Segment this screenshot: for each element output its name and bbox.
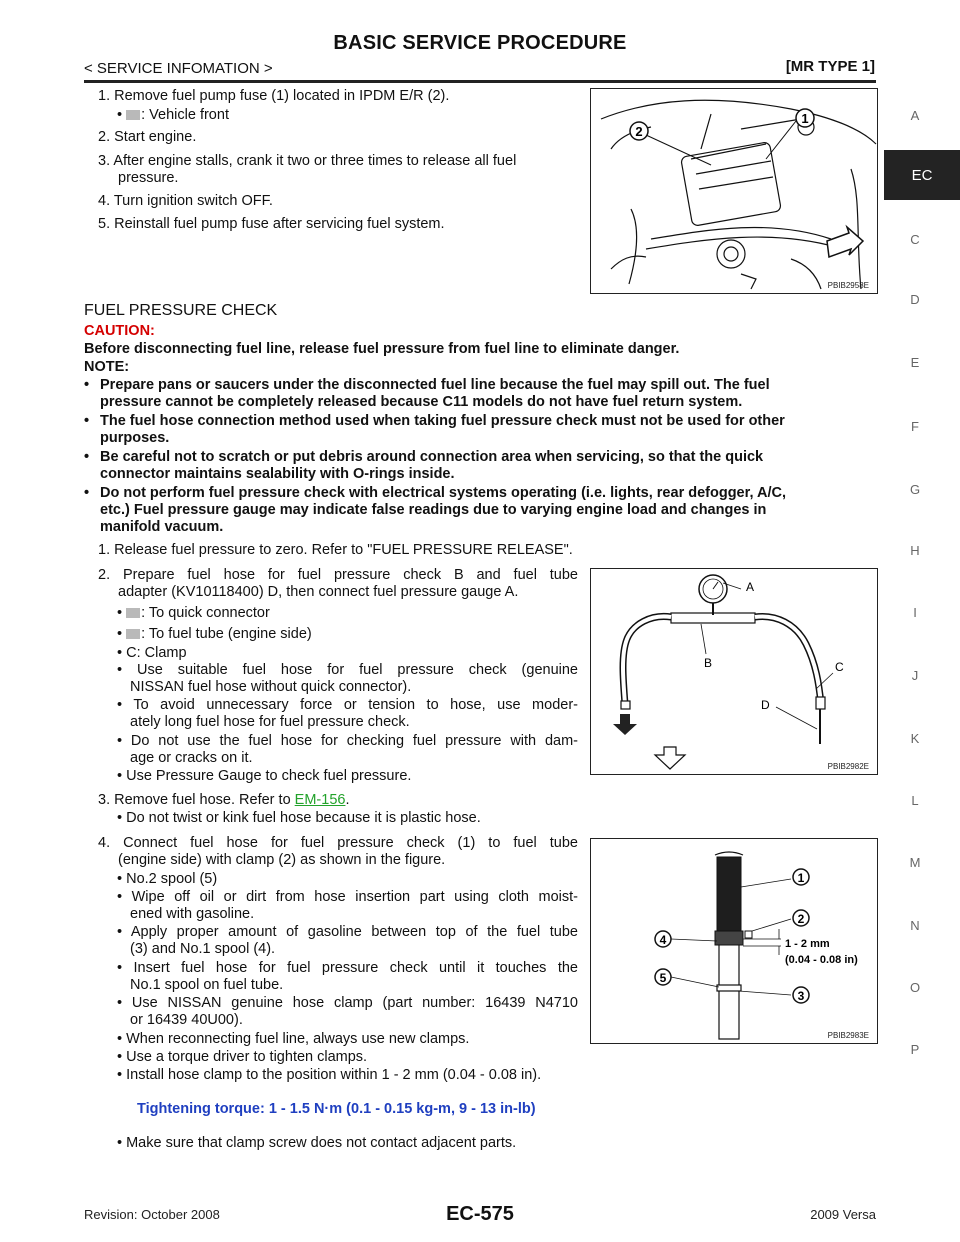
section-heading: FUEL PRESSURE CHECK xyxy=(84,302,278,319)
arrow-legend-icon xyxy=(126,110,140,120)
step-4-item: • No.2 spool (5) xyxy=(117,871,218,887)
side-index-j[interactable]: J xyxy=(911,668,919,683)
dimension-in: (0.04 - 0.08 in) xyxy=(785,954,858,966)
fuel-tube-arrow-icon xyxy=(655,747,685,769)
step-4-item-cont: (3) and No.1 spool (4). xyxy=(130,941,276,957)
side-index-c[interactable]: C xyxy=(910,232,920,247)
check-step-2-note3: • Do not use the fuel hose for checking fuel pressure with dam- xyxy=(117,733,578,749)
figure-code: PBIB2983E xyxy=(827,1031,869,1040)
dimension-mm: 1 - 2 mm xyxy=(785,938,830,950)
section-label: < SERVICE INFOMATION > xyxy=(84,60,273,77)
side-index-f[interactable]: F xyxy=(911,419,919,434)
gauge-figure xyxy=(590,568,878,775)
step-4-item: • Wipe off oil or dirt from hose insertion part using cloth moist- xyxy=(117,889,578,905)
side-index-a[interactable]: A xyxy=(910,108,920,123)
hose-clamp-illustration xyxy=(591,839,877,1043)
clamp-figure xyxy=(590,838,878,1044)
page-title: BASIC SERVICE PROCEDURE xyxy=(333,32,627,54)
label-b: B xyxy=(704,656,713,670)
arrow-legend-icon xyxy=(126,608,140,618)
step-4-item: • Apply proper amount of gasoline between top of the fuel tube xyxy=(117,924,578,940)
check-step-2-note2-cont: ately long fuel hose for fuel pressure check. xyxy=(130,714,410,730)
header-rule xyxy=(84,80,876,83)
caution-text: Before disconnecting fuel line, release fuel pressure from fuel line to eliminate danger. xyxy=(84,341,680,357)
revision-label: Revision: October 2008 xyxy=(84,1207,220,1222)
check-step-2-sub2: • : To fuel tube (engine side) xyxy=(117,626,312,642)
side-index-m[interactable]: M xyxy=(909,855,921,870)
side-index-i[interactable]: I xyxy=(913,605,917,620)
note-item: • The fuel hose connection method used when taking fuel pressure check must not be used for other purposes. xyxy=(84,413,785,446)
check-step-2-cont: adapter (KV10118400) D, then connect fuel pressure gauge A. xyxy=(118,584,519,600)
step-4-item: • Install hose clamp to the position within 1 - 2 mm (0.04 - 0.08 in). xyxy=(117,1067,542,1083)
check-step-1: 1. Release fuel pressure to zero. Refer to "FUEL PRESSURE RELEASE". xyxy=(98,542,573,558)
callout-1: 1 xyxy=(801,111,809,126)
step-4-item-cont: ened with gasoline. xyxy=(130,906,255,922)
callout-3: 3 xyxy=(797,989,805,1003)
release-step-3: 3. After engine stalls, crank it two or three times to release all fuel xyxy=(98,153,517,169)
quick-connector-arrow-icon xyxy=(613,714,637,735)
engine-bay-illustration xyxy=(591,89,877,293)
callout-5: 5 xyxy=(659,971,667,985)
label-a: A xyxy=(746,580,755,594)
check-step-2-note3-cont: age or cracks on it. xyxy=(130,750,253,766)
check-step-2-note1: • Use suitable fuel hose for fuel pressure check (genuine xyxy=(117,662,578,678)
release-step-4: 4. Turn ignition switch OFF. xyxy=(98,193,273,209)
note-label: NOTE: xyxy=(84,359,130,375)
check-step-4: 4. Connect fuel hose for fuel pressure check (1) to fuel tube xyxy=(98,835,578,851)
release-step-2: 2. Start engine. xyxy=(98,129,197,145)
callout-1: 1 xyxy=(797,871,805,885)
check-step-4-cont: (engine side) with clamp (2) as shown in the figure. xyxy=(118,852,446,868)
final-note: • Make sure that clamp screw does not contact adjacent parts. xyxy=(117,1135,517,1151)
figure-code: PBIB2958E xyxy=(827,281,869,290)
check-step-2: 2. Prepare fuel hose for fuel pressure check B and fuel tube xyxy=(98,567,578,583)
label-c: C xyxy=(835,660,844,674)
step-4-item: • When reconnecting fuel line, always use new clamps. xyxy=(117,1031,470,1047)
check-step-2-clamp: • C: Clamp xyxy=(117,645,187,661)
note-item: • Be careful not to scratch or put debris around connection area when servicing, so that the quick connector maintains sealability with O-rings inside. xyxy=(84,449,764,482)
step-4-item: • Use NISSAN genuine hose clamp (part number: 16439 N4710 xyxy=(117,995,578,1011)
arrow-legend-icon xyxy=(126,629,140,639)
check-step-2-note2: • To avoid unnecessary force or tension to hose, use moder- xyxy=(117,697,578,713)
ipdm-figure xyxy=(590,88,878,294)
em-156-link[interactable]: EM-156 xyxy=(294,792,346,808)
release-step-5: 5. Reinstall fuel pump fuse after servicing fuel system. xyxy=(98,216,445,232)
check-step-2-note4: • Use Pressure Gauge to check fuel pressure. xyxy=(117,768,412,784)
check-step-3-sub: • Do not twist or kink fuel hose because it is plastic hose. xyxy=(117,810,481,826)
callout-2: 2 xyxy=(797,912,805,926)
step-4-item: • Use a torque driver to tighten clamps. xyxy=(117,1049,368,1065)
side-index-l[interactable]: L xyxy=(911,793,919,808)
figure-code: PBIB2982E xyxy=(827,762,869,771)
note-item: • Prepare pans or saucers under the disconnected fuel line because the fuel may spill out. The fuel pressure cannot be completely released because C11 models do not have fuel return system. xyxy=(84,377,770,410)
side-index-p[interactable]: P xyxy=(910,1042,920,1057)
side-index-o[interactable]: O xyxy=(909,980,921,995)
step-4-item: • Insert fuel hose for fuel pressure check until it touches the xyxy=(117,960,578,976)
vehicle-label: 2009 Versa xyxy=(810,1207,876,1222)
callout-2: 2 xyxy=(635,124,643,139)
check-step-2-note1-cont: NISSAN fuel hose without quick connector). xyxy=(130,679,412,695)
side-index-n[interactable]: N xyxy=(910,918,920,933)
model-label: [MR TYPE 1] xyxy=(785,58,875,75)
check-step-2-sub1: • : To quick connector xyxy=(117,605,270,621)
callout-4: 4 xyxy=(659,933,667,947)
check-step-3: 3. Remove fuel hose. Refer to EM-156. xyxy=(98,792,350,808)
side-index-k[interactable]: K xyxy=(910,731,920,746)
release-step-3-cont: pressure. xyxy=(118,170,179,186)
side-index-h[interactable]: H xyxy=(910,543,920,558)
release-step-1: 1. Remove fuel pump fuse (1) located in IPDM E/R (2). xyxy=(98,88,450,104)
note-item: • Do not perform fuel pressure check with electrical systems operating (i.e. lights, rear defogger, A/C, etc.) Fuel pressure gauge may indicate false readings due to varying engine load and changes in manifold vacuum. xyxy=(84,485,786,535)
side-index-ec-active[interactable]: EC xyxy=(884,150,960,200)
step-4-item-cont: or 16439 40U00). xyxy=(130,1012,243,1028)
gauge-hose-illustration xyxy=(591,569,877,774)
torque-spec: Tightening torque: 1 - 1.5 N·m (0.1 - 0.15 kg-m, 9 - 13 in-lb) xyxy=(137,1101,536,1117)
side-index-d[interactable]: D xyxy=(910,292,920,307)
caution-label: CAUTION: xyxy=(84,323,155,339)
release-step-1-sub: • : Vehicle front xyxy=(117,107,229,123)
page-number: EC-575 xyxy=(446,1203,514,1225)
label-d: D xyxy=(761,698,770,712)
side-index-g[interactable]: G xyxy=(909,482,921,497)
step-4-item-cont: No.1 spool on fuel tube. xyxy=(130,977,284,993)
side-index-e[interactable]: E xyxy=(910,355,920,370)
